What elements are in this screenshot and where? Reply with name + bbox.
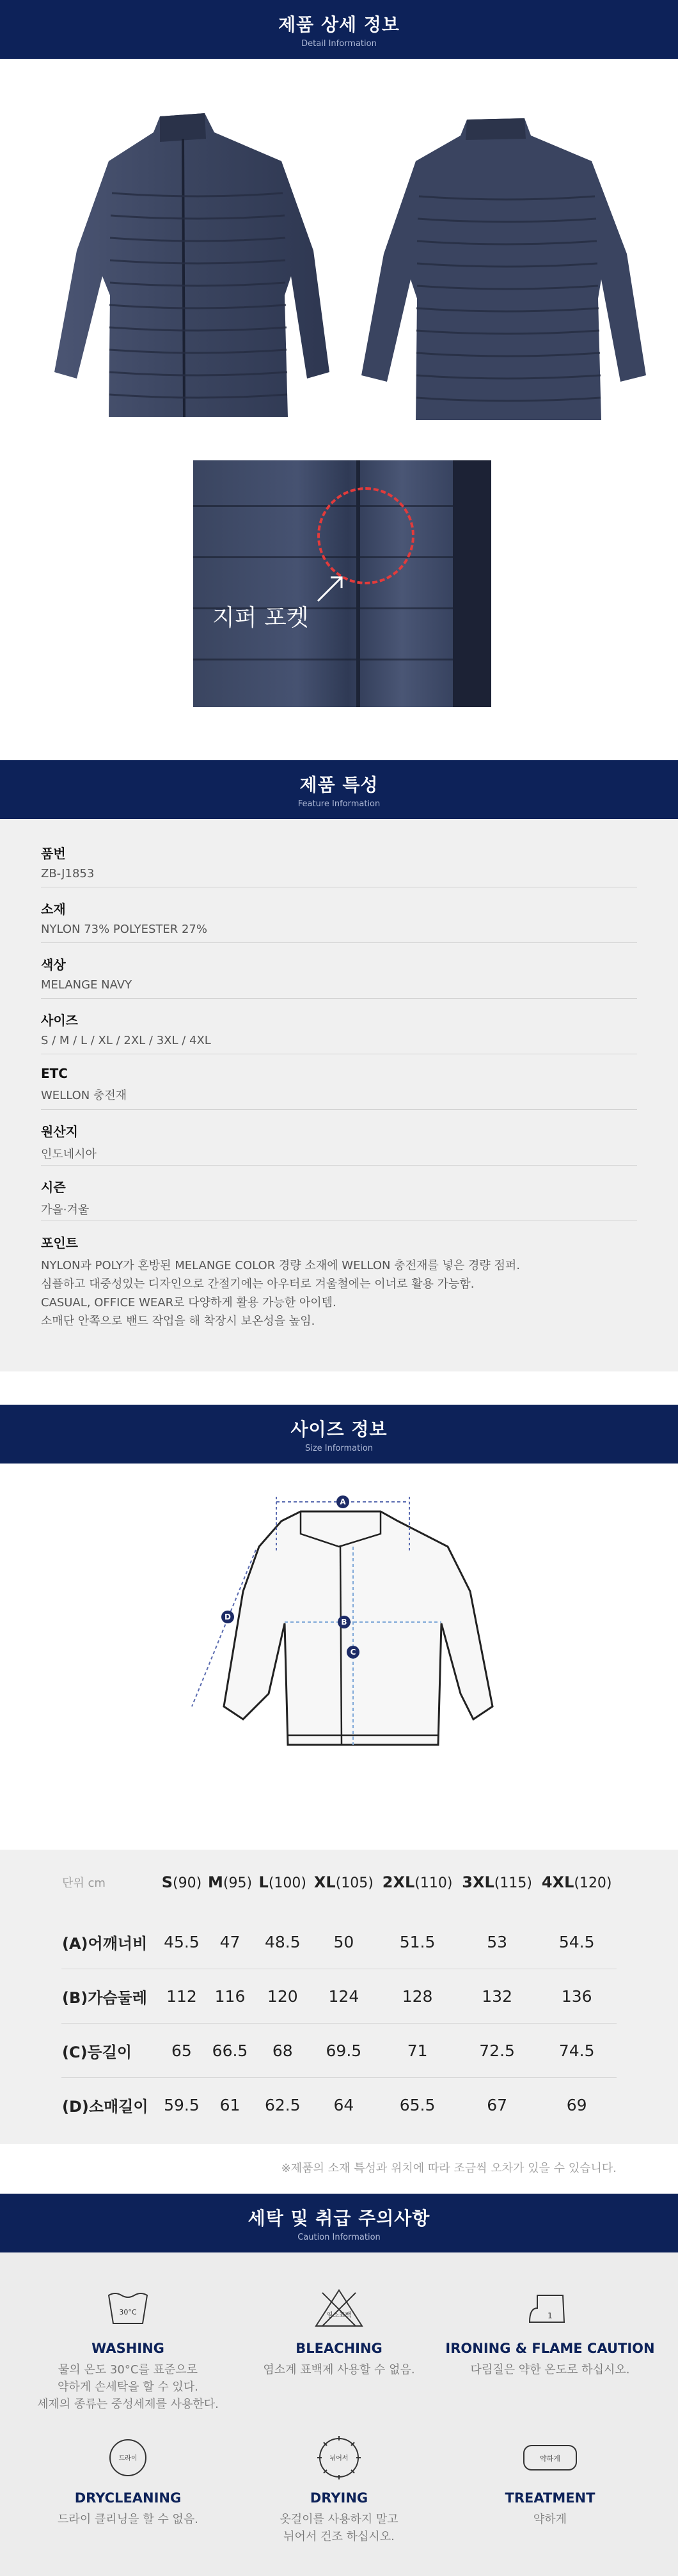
detail-subtitle: Detail Information — [301, 38, 377, 49]
marker-a: A — [340, 1497, 346, 1506]
size-table-row — [61, 2024, 617, 2078]
caution-ironing — [445, 2283, 656, 2378]
feature-point-lines — [41, 1256, 637, 1331]
marker-b: B — [341, 1618, 347, 1627]
svg-text:드라이: 드라이 — [118, 2455, 138, 2462]
size-value: 72.5 — [457, 2024, 537, 2078]
jacket-back-image — [339, 107, 652, 426]
size-col: L(100) — [258, 1873, 307, 1891]
feature-row — [41, 887, 637, 943]
feature-row — [41, 1166, 637, 1221]
size-header — [0, 1405, 678, 1464]
marker-d: D — [225, 1612, 231, 1621]
size-col: 3XL(115) — [462, 1873, 532, 1891]
size-value: 116 — [205, 1969, 255, 2024]
feature-key: 색상 — [41, 957, 66, 972]
svg-text:염소표백: 염소표백 — [326, 2312, 352, 2319]
size-table — [61, 1850, 617, 2132]
caution-treatment — [445, 2433, 656, 2528]
feature-row — [41, 1054, 637, 1110]
size-value: 65 — [159, 2024, 205, 2078]
wash-tub-icon — [106, 2289, 150, 2327]
feature-value: NYLON 73% POLYESTER 27% — [41, 923, 207, 936]
svg-text:약하게: 약하게 — [540, 2455, 560, 2463]
caution-desc: 드라이 클리닝을 할 수 없음. — [58, 2513, 198, 2526]
treatment-icon — [521, 2442, 579, 2474]
dryclean-icon — [107, 2437, 148, 2478]
size-col: 4XL(120) — [541, 1873, 612, 1891]
caution-desc: 약하게 — [533, 2513, 567, 2526]
caution-desc: 염소계 표백제 사용할 수 없음. — [263, 2363, 415, 2377]
measure-label: (D)소매길이 — [62, 2097, 148, 2116]
size-table-row — [61, 2078, 617, 2132]
caution-title-drycleaning: DRYCLEANING — [74, 2490, 182, 2506]
size-value: 62.5 — [264, 2095, 301, 2114]
caution-title-bleaching: BLEACHING — [296, 2341, 382, 2356]
feature-subtitle: Feature Information — [297, 799, 381, 809]
caution-title-washing: WASHING — [91, 2341, 164, 2356]
size-value: 50 — [310, 1915, 377, 1969]
size-value: 66.5 — [205, 2024, 255, 2078]
feature-key: 사이즈 — [41, 1013, 78, 1028]
iron-icon — [524, 2289, 576, 2327]
feature-section — [0, 819, 678, 1371]
feature-value: S / M / L / XL / 2XL / 3XL / 4XL — [41, 1034, 211, 1047]
feature-row-point — [41, 1221, 637, 1343]
caution-bleaching — [233, 2283, 445, 2378]
caution-title-ironing: IRONING & FLAME CAUTION — [445, 2341, 655, 2356]
feature-key: 소재 — [41, 902, 66, 917]
size-value: 71 — [377, 2024, 457, 2078]
marker-c: C — [350, 1648, 356, 1657]
feature-row — [41, 832, 637, 887]
size-value: 132 — [457, 1969, 537, 2024]
caution-title: 세탁 및 취급 주의사항 — [248, 2207, 430, 2229]
point-line: CASUAL, OFFICE WEAR로 다양하게 활용 가능한 아이템. — [41, 1296, 336, 1309]
zipper-pocket-closeup — [193, 460, 491, 707]
size-col: 2XL(110) — [382, 1873, 453, 1891]
feature-key: 포인트 — [41, 1235, 78, 1251]
detail-header — [0, 0, 678, 59]
point-line: 소매단 안쪽으로 밴드 작업을 해 착장시 보온성을 높임. — [41, 1315, 315, 1328]
caution-desc: 옷걸이를 사용하지 말고 뉘어서 건조 하십시오. — [280, 2513, 398, 2543]
caution-washing — [22, 2283, 233, 2413]
caution-title-drying: DRYING — [310, 2490, 368, 2506]
size-value: 120 — [255, 1969, 310, 2024]
feature-key: 품번 — [41, 846, 66, 861]
detail-title: 제품 상세 정보 — [278, 13, 400, 35]
caution-desc: 다림질은 약한 온도로 하십시오. — [470, 2363, 630, 2377]
no-tumble-dry-icon — [317, 2435, 361, 2480]
highlight-circle — [317, 487, 414, 584]
arrow-icon — [315, 572, 347, 604]
size-value: 68 — [255, 2024, 310, 2078]
jacket-outline-diagram — [0, 1464, 678, 1850]
feature-key: 시즌 — [41, 1180, 66, 1195]
size-note: ※제품의 소재 특성과 위치에 따라 조금씩 오차가 있을 수 있습니다. — [281, 2162, 617, 2175]
measure-label: (B)가슴둘레 — [61, 1969, 159, 2024]
size-table-row — [61, 1969, 617, 2024]
size-subtitle: Size Information — [304, 1443, 374, 1453]
size-table-header — [61, 1850, 617, 1915]
feature-header — [0, 760, 678, 819]
caution-drying — [233, 2433, 445, 2545]
size-value: 48.5 — [255, 1915, 310, 1969]
feature-row — [41, 943, 637, 999]
feature-key: ETC — [41, 1066, 68, 1081]
feature-key: 원산지 — [41, 1124, 78, 1139]
size-diagram — [0, 1464, 678, 1850]
size-value: 124 — [310, 1969, 377, 2024]
feature-value: WELLON 충전재 — [41, 1089, 127, 1102]
feature-value: ZB-J1853 — [41, 867, 95, 880]
feature-title: 제품 특성 — [299, 774, 379, 795]
size-col: XL(105) — [313, 1873, 374, 1891]
no-bleach-icon — [313, 2288, 365, 2329]
size-title: 사이즈 정보 — [290, 1418, 388, 1440]
size-value: 61 — [219, 2095, 240, 2114]
svg-text:30°C: 30°C — [119, 2308, 137, 2316]
size-col: M(95) — [207, 1873, 253, 1891]
size-value: 53 — [457, 1915, 537, 1969]
size-value: 54.5 — [537, 1915, 617, 1969]
caution-drycleaning — [22, 2433, 233, 2528]
jacket-front-image — [32, 104, 339, 423]
size-value: 59.5 — [164, 2095, 200, 2114]
point-line: NYLON과 POLY가 혼방된 MELANGE COLOR 경량 소재에 WELLON 충전재를 넣은 경량 점퍼. — [41, 1259, 521, 1272]
size-table-row — [61, 1915, 617, 1969]
size-value: 74.5 — [537, 2024, 617, 2078]
point-line: 심플하고 대중성있는 디자인으로 간절기에는 아우터로 겨울철에는 이너로 활용 가능함. — [41, 1277, 475, 1291]
measure-label: (C)등길이 — [61, 2024, 159, 2078]
feature-row — [41, 999, 637, 1054]
size-value: 45.5 — [159, 1915, 205, 1969]
zoom-label: 지퍼 포켓 — [212, 605, 309, 631]
feature-value: 인도네시아 — [41, 1148, 97, 1161]
size-value: 51.5 — [377, 1915, 457, 1969]
unit-label: 단위 cm — [62, 1877, 106, 1890]
caution-title-treatment: TREATMENT — [505, 2490, 595, 2506]
size-value: 67 — [487, 2095, 508, 2114]
size-value: 128 — [377, 1969, 457, 2024]
detail-section — [0, 59, 678, 760]
feature-value: MELANGE NAVY — [41, 978, 132, 992]
caution-desc: 물의 온도 30°C를 표준으로 약하게 손세탁을 할 수 있다. 세제의 종류는 중성세제를 사용한다. — [37, 2363, 219, 2411]
size-value: 136 — [537, 1969, 617, 2024]
size-table-section — [0, 1850, 678, 2144]
size-value: 65.5 — [399, 2095, 436, 2114]
caution-subtitle: Caution Information — [297, 2232, 381, 2242]
size-value: 64 — [333, 2095, 354, 2114]
size-value: 69 — [566, 2095, 587, 2114]
feature-row — [41, 1110, 637, 1166]
size-value: 47 — [205, 1915, 255, 1969]
svg-text:1: 1 — [548, 2311, 553, 2320]
size-value: 112 — [159, 1969, 205, 2024]
measure-label: (A)어깨너비 — [61, 1915, 159, 1969]
svg-text:뉘어서: 뉘어서 — [329, 2455, 349, 2462]
caution-header — [0, 2194, 678, 2252]
caution-section — [0, 2252, 678, 2576]
feature-value: 가을·겨울 — [41, 1203, 90, 1217]
size-col: S(90) — [161, 1873, 202, 1891]
size-value: 69.5 — [310, 2024, 377, 2078]
